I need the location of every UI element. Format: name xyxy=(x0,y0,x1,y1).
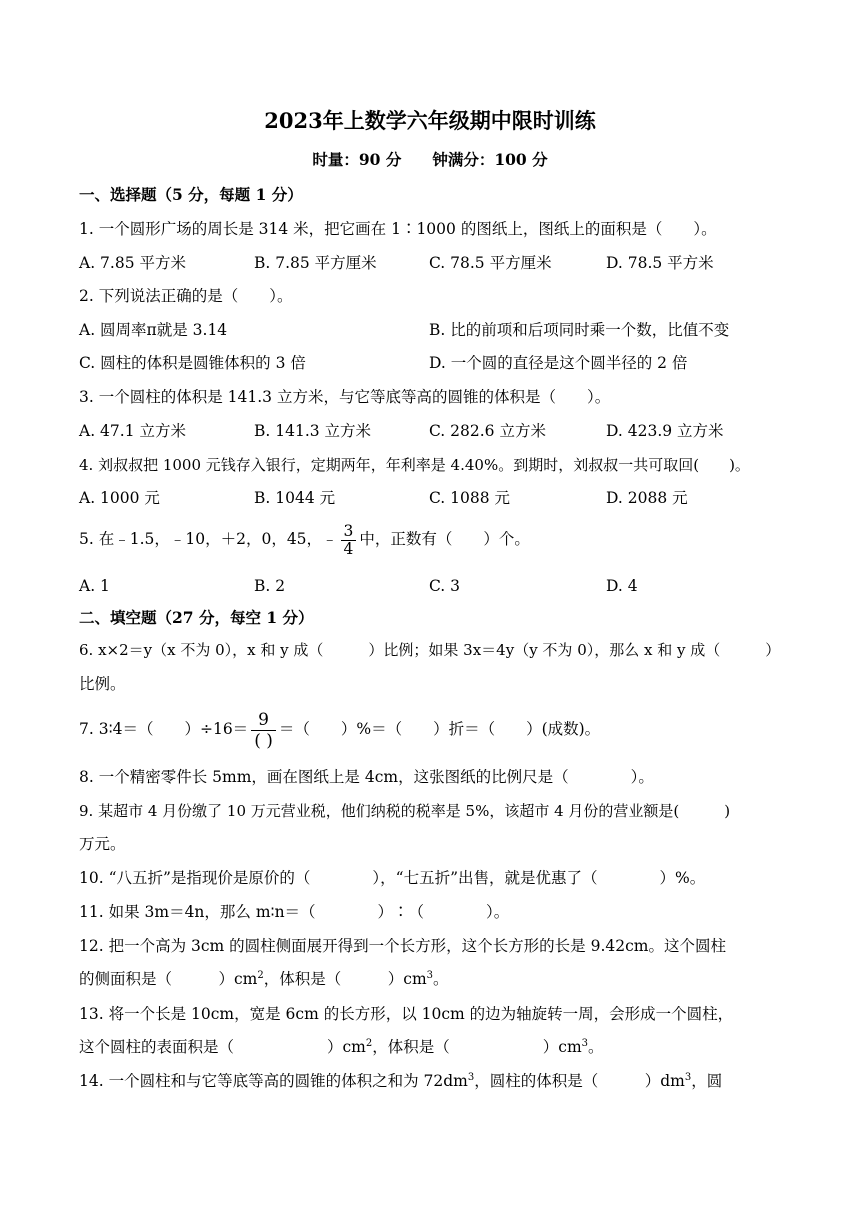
exam-time-score: 时量：90 分 钟满分：100 分 xyxy=(312,150,548,169)
q7-text-post: ＝（ ）%＝（ ）折＝（ ）(成数)。 xyxy=(278,720,601,738)
q5-text-pre: 5. 在﹣1.5，﹣10，＋2，0，45，﹣ xyxy=(79,530,338,548)
q12-end-text: 。 xyxy=(433,970,449,988)
question-13-line-2 xyxy=(79,1037,604,1057)
question-7 xyxy=(79,706,600,752)
question-6-line-1: 6. x×2＝y（x 不为 0），x 和 y 成（ ）比例；如果 3x＝4y（y 不为 0），那么 x 和 y 成（ ） xyxy=(79,641,781,659)
q14-text-mid: ，圆柱的体积是（ ）dm xyxy=(474,1072,685,1090)
q1-option-d: D. 78.5 平方米 xyxy=(606,254,714,272)
q14-cubed-superscript-1: 3 xyxy=(467,1071,475,1083)
q7-text-pre: 7. 3∶4＝（ ）÷16＝ xyxy=(79,720,249,738)
q14-text-pre: 14. 一个圆柱和与它等底等高的圆锥的体积之和为 72dm xyxy=(79,1072,468,1090)
question-10: 10. “八五折”是指现价是原价的（ ），“七五折”出售，就是优惠了（ ）%。 xyxy=(79,869,706,887)
q1-option-a: A. 7.85 平方米 xyxy=(79,254,186,272)
q2-option-d: D. 一个圆的直径是这个圆半径的 2 倍 xyxy=(429,354,688,372)
section-heading-choice: 一、选择题（5 分，每题 1 分） xyxy=(79,185,303,204)
q12-volume-text: ，体积是（ ）cm xyxy=(263,970,427,988)
q3-option-a: A. 47.1 立方米 xyxy=(79,422,186,440)
question-13-line-1: 13. 将一个长是 10cm，宽是 6cm 的长方形，以 10cm 的边为轴旋转一周，会形成一个圆柱， xyxy=(79,1005,734,1023)
question-5 xyxy=(79,520,530,558)
question-8: 8. 一个精密零件长 5mm，画在图纸上是 4cm，这张图纸的比例尺是（ ）。 xyxy=(79,768,654,786)
q3-option-b: B. 141.3 立方米 xyxy=(254,422,372,440)
q2-option-c: C. 圆柱的体积是圆锥体积的 3 倍 xyxy=(79,354,306,372)
section-heading-fill: 二、填空题（27 分，每空 1 分） xyxy=(79,608,314,627)
q5-option-a: A. 1 xyxy=(79,577,110,595)
question-6-line-2: 比例。 xyxy=(79,675,126,693)
page-title: 2023年上数学六年级期中限时训练 xyxy=(264,108,596,133)
q4-option-a: A. 1000 元 xyxy=(79,489,160,507)
q3-option-c: C. 282.6 立方米 xyxy=(429,422,546,440)
q5-option-d: D. 4 xyxy=(606,577,638,595)
q13-squared-superscript: 2 xyxy=(365,1037,373,1049)
question-3: 3. 一个圆柱的体积是 141.3 立方米，与它等底等高的圆锥的体积是（ ）。 xyxy=(79,388,611,406)
q5-fraction-denominator: 4 xyxy=(343,539,354,558)
q5-fraction xyxy=(341,523,357,558)
question-9-line-1: 9. 某超市 4 月份缴了 10 万元营业税，他们纳税的税率是 5%，该超市 4 月份的营业额是( ) xyxy=(79,802,731,820)
q4-option-c: C. 1088 元 xyxy=(429,489,511,507)
q5-fraction-numerator: 3 xyxy=(341,523,357,541)
q12-squared-superscript: 2 xyxy=(257,969,264,981)
q7-fraction-denominator: ( ) xyxy=(254,730,273,751)
question-2: 2. 下列说法正确的是（ ）。 xyxy=(79,287,293,305)
q3-option-d: D. 423.9 立方米 xyxy=(606,422,724,440)
q5-text-post: 中，正数有（ ）个。 xyxy=(359,530,530,548)
q1-option-b: B. 7.85 平方厘米 xyxy=(254,254,377,272)
q14-text-end: ，圆 xyxy=(691,1072,723,1090)
q2-option-a: A. 圆周率π就是 3.14 xyxy=(79,321,228,339)
q7-fraction xyxy=(251,710,276,751)
q5-option-c: C. 3 xyxy=(429,577,461,595)
q5-option-b: B. 2 xyxy=(254,577,286,595)
q7-fraction-numerator: 9 xyxy=(251,710,276,731)
question-9-line-2: 万元。 xyxy=(79,835,126,853)
q2-option-b: B. 比的前项和后项同时乘一个数，比值不变 xyxy=(429,321,730,339)
q13-cubed-superscript: 3 xyxy=(581,1037,589,1049)
q1-option-c: C. 78.5 平方厘米 xyxy=(429,254,552,272)
question-12-line-2 xyxy=(79,969,449,989)
q12-cubed-superscript: 3 xyxy=(426,969,434,981)
q4-option-b: B. 1044 元 xyxy=(254,489,336,507)
q14-cubed-superscript-2: 3 xyxy=(684,1071,692,1083)
q13-surface-area-text: 这个圆柱的表面积是（ ）cm xyxy=(79,1038,366,1056)
question-1: 1. 一个圆形广场的周长是 314 米，把它画在 1∶1000 的图纸上，图纸上的面积是（ ）。 xyxy=(79,220,717,238)
question-12-line-1: 12. 把一个高为 3cm 的圆柱侧面展开得到一个长方形，这个长方形的长是 9.42cm。这个圆柱 xyxy=(79,937,726,955)
question-14 xyxy=(79,1071,722,1091)
q13-end-text: 。 xyxy=(588,1038,604,1056)
q13-volume-text: ，体积是（ ）cm xyxy=(372,1038,582,1056)
q12-lateral-area-text: 的侧面积是（ ）cm xyxy=(79,970,258,988)
question-11: 11. 如果 3m＝4n，那么 m∶n＝（ ）∶（ ）。 xyxy=(79,903,510,921)
q4-option-d: D. 2088 元 xyxy=(606,489,688,507)
question-4: 4. 刘叔叔把 1000 元钱存入银行，定期两年，年利率是 4.40%。到期时，刘叔叔一共可取回( )。 xyxy=(79,456,750,474)
